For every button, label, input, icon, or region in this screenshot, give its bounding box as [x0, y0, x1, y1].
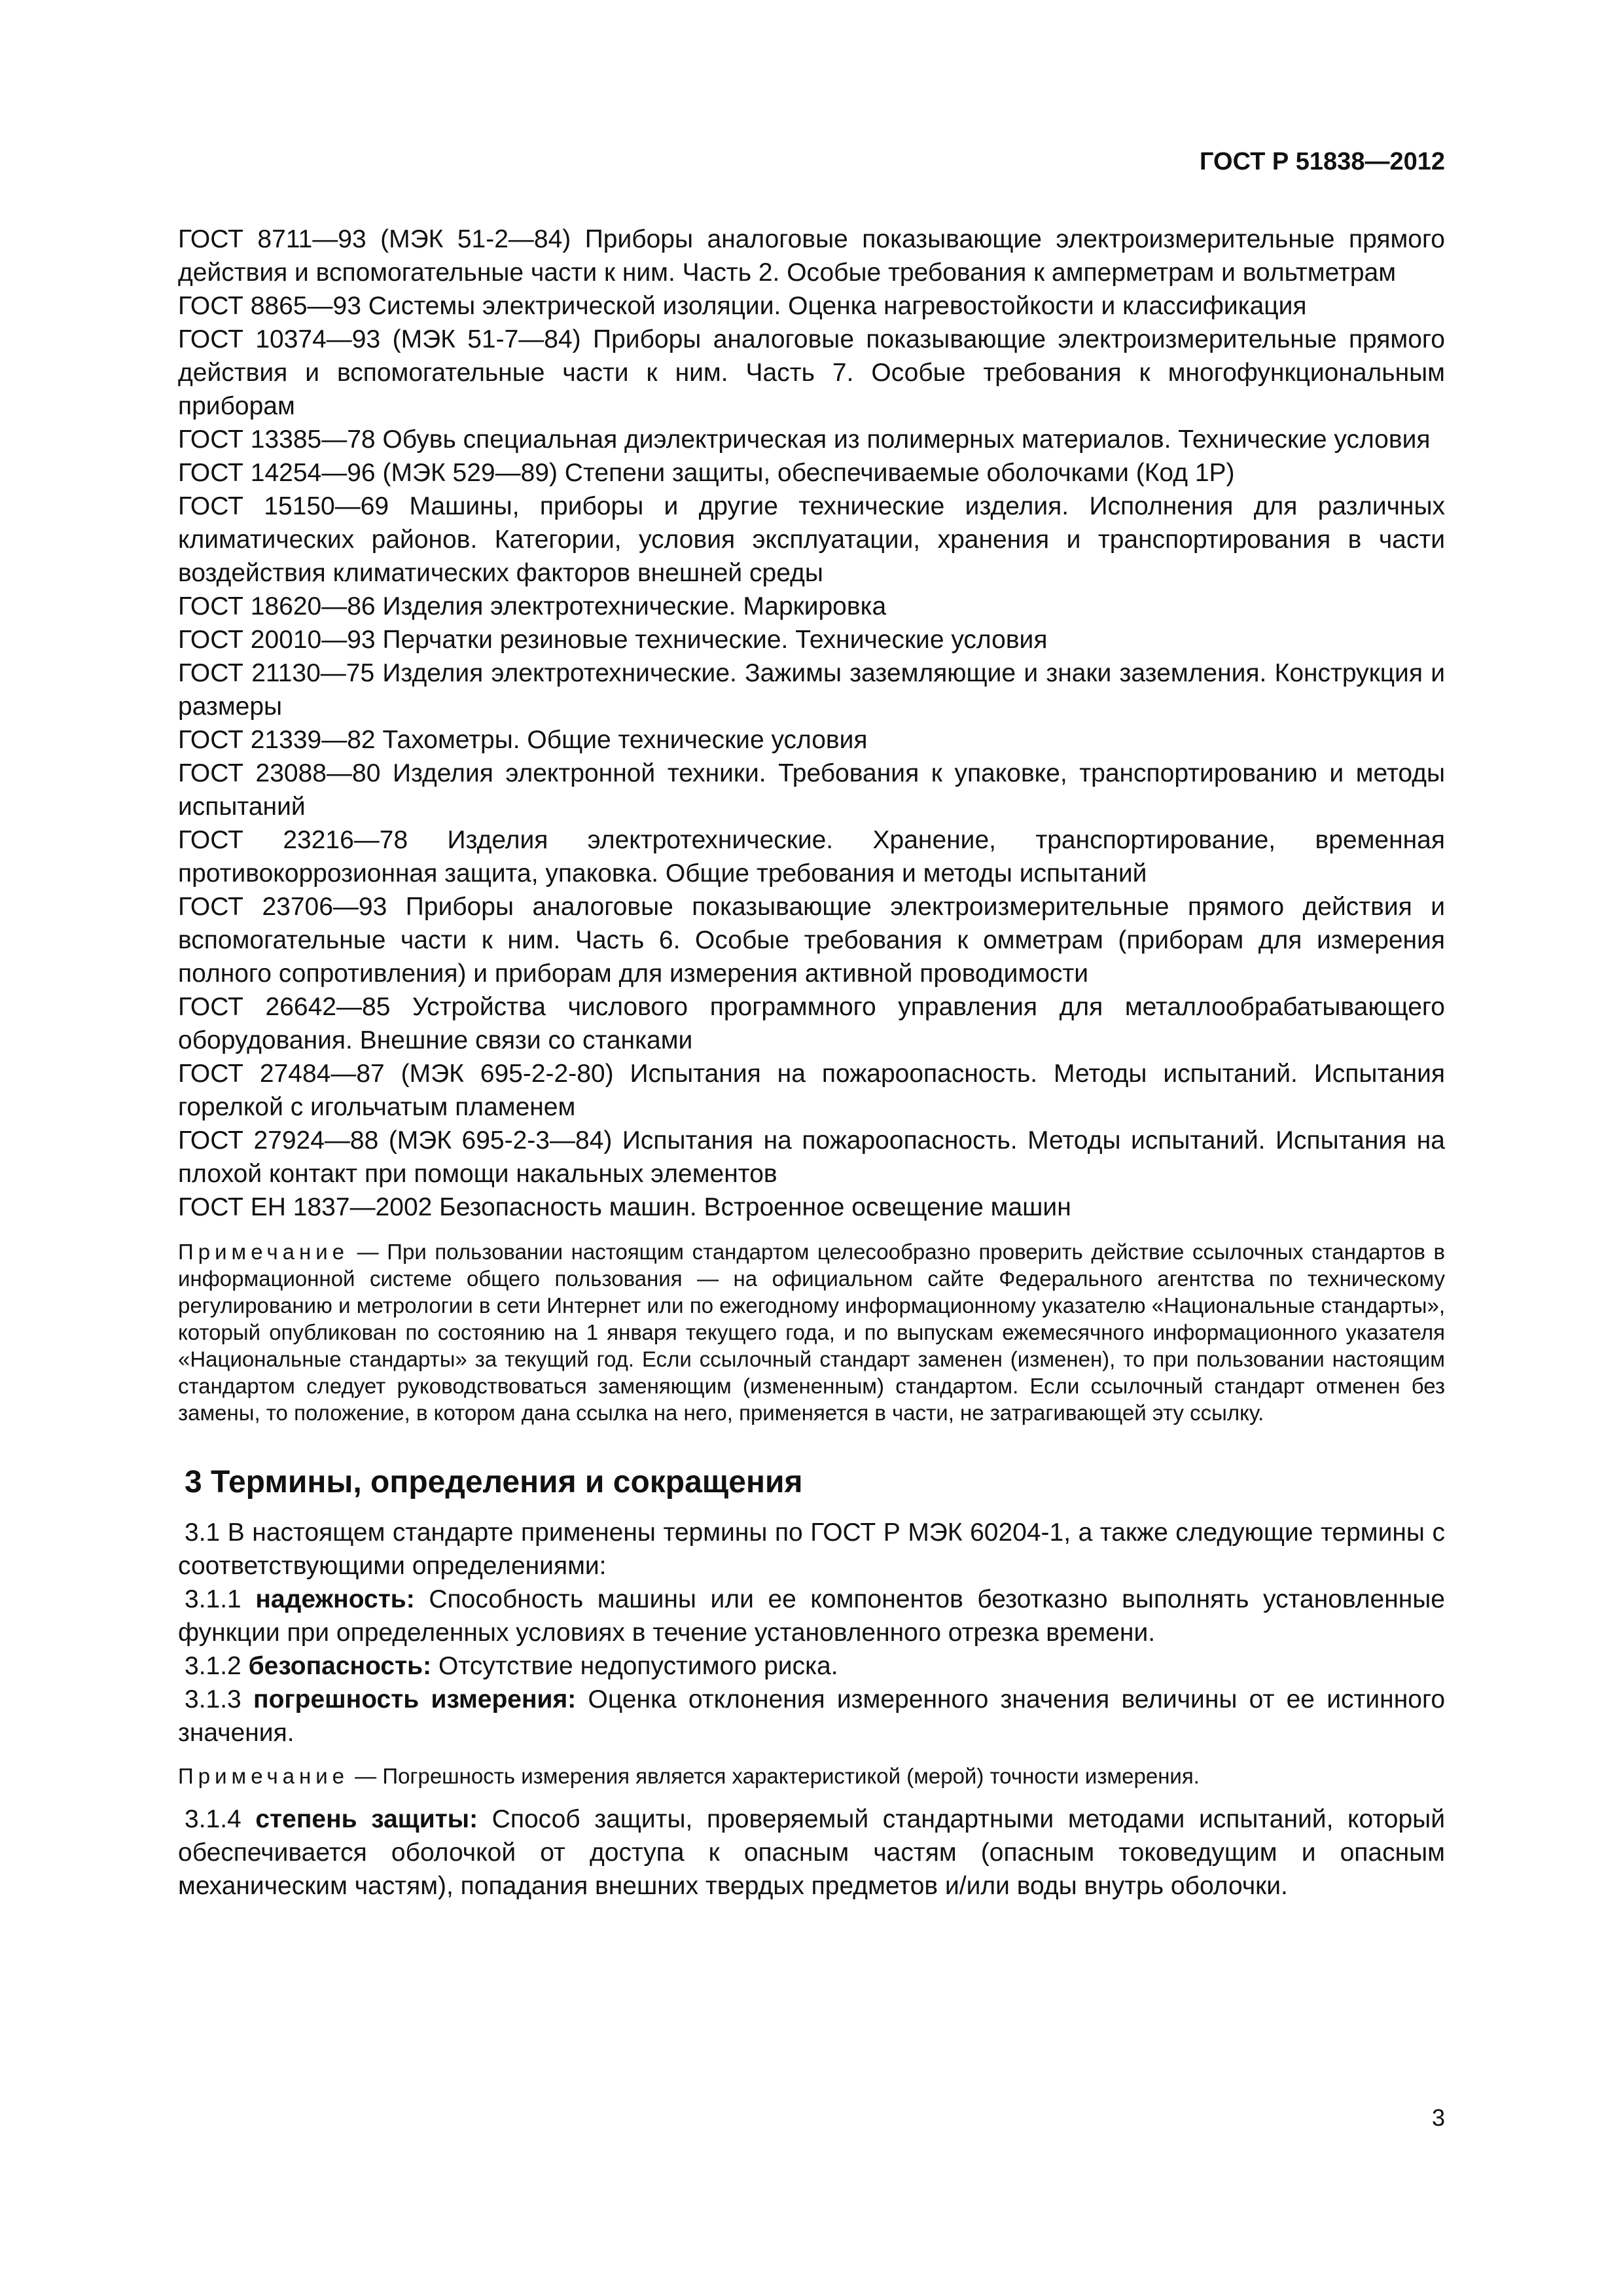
- term-note: [178, 1763, 1445, 1789]
- reference-item: ГОСТ 21130—75 Изделия электротехнические. Зажимы заземляющие и знаки заземления. Конструкция и размеры: [178, 659, 1445, 721]
- references-list: [178, 223, 1445, 1224]
- reference-item: ГОСТ 14254—96 (МЭК 529—89) Степени защиты, обеспечиваемые оболочками (Код 1Р): [178, 459, 1235, 487]
- reference-item: ГОСТ 18620—86 Изделия электротехнические. Маркировка: [178, 592, 887, 620]
- term-definition: Отсутствие недопустимого риска.: [431, 1652, 838, 1680]
- clause-3-1-4: [178, 1803, 1445, 1903]
- clause-3-1-3: [178, 1683, 1445, 1749]
- reference-item: ГОСТ ЕН 1837—2002 Безопасность машин. Встроенное освещение машин: [178, 1193, 1071, 1221]
- reference-item: ГОСТ 26642—85 Устройства числового программного управления для металлообрабатывающего оборудования. Внешние связи со станками: [178, 993, 1445, 1054]
- term-name: надежность:: [255, 1585, 415, 1613]
- clause-3-1-2: [178, 1649, 1445, 1683]
- term-name: безопасность:: [248, 1652, 432, 1680]
- clause-3-1: 3.1 В настоящем стандарте применены термины по ГОСТ Р МЭК 60204-1, а также следующие термины с соответствующими определениями:: [178, 1518, 1445, 1580]
- page-number: 3: [1431, 2104, 1445, 2131]
- note-text: — Погрешность измерения является характеристикой (мерой) точности измерения.: [349, 1764, 1200, 1788]
- reference-item: ГОСТ 20010—93 Перчатки резиновые технические. Технические условия: [178, 626, 1048, 654]
- reference-item: ГОСТ 10374—93 (МЭК 51-7—84) Приборы аналоговые показывающие электроизмерительные прямого действия и вспомогательные части к ним. Часть 7. Особые требования к многофункциональным приборам: [178, 325, 1445, 420]
- references-note: [178, 1238, 1445, 1426]
- reference-item: ГОСТ 23088—80 Изделия электронной техники. Требования к упаковке, транспортированию и методы испытаний: [178, 759, 1445, 821]
- document-header: ГОСТ Р 51838—2012: [1200, 148, 1445, 175]
- clause-3-1-1: [178, 1583, 1445, 1649]
- reference-item: ГОСТ 21339—82 Тахометры. Общие технические условия: [178, 726, 868, 754]
- reference-item: ГОСТ 23216—78 Изделия электротехнические. Хранение, транспортирование, временная противокоррозионная защита, упаковка. Общие требования и методы испытаний: [178, 826, 1445, 888]
- term-definition: Способность машины или ее компонентов безотказно выполнять установленные функции при определенных условиях в течение установленного отрезка времени.: [178, 1585, 1445, 1647]
- section-title: 3 Термины, определения и сокращения: [185, 1465, 803, 1499]
- reference-item: ГОСТ 27484—87 (МЭК 695-2-2-80) Испытания на пожароопасность. Методы испытаний. Испытания горелкой с игольчатым пламенем: [178, 1060, 1445, 1121]
- term-name: степень защиты:: [255, 1805, 478, 1833]
- reference-item: ГОСТ 13385—78 Обувь специальная диэлектрическая из полимерных материалов. Технические условия: [178, 425, 1431, 454]
- clause-number: 3.1.2: [185, 1652, 249, 1680]
- page-content: [178, 223, 1445, 1903]
- clause-number: 3.1.3: [185, 1685, 254, 1713]
- term-definition: Оценка отклонения измеренного значения величины от ее истинного значения.: [178, 1685, 1446, 1747]
- clause-number: 3.1.1: [185, 1585, 256, 1613]
- reference-item: ГОСТ 8711—93 (МЭК 51-2—84) Приборы аналоговые показывающие электроизмерительные прямого действия и вспомогательные части к ним. Часть 2. Особые требования к амперметрам и вольтметрам: [178, 225, 1445, 287]
- reference-item: ГОСТ 15150—69 Машины, приборы и другие технические изделия. Исполнения для различных климатических районов. Категории, условия эксплуатации, хранения и транспортирования в части воздействия климатических факторов внешней среды: [178, 492, 1445, 587]
- reference-item: ГОСТ 27924—88 (МЭК 695-2-3—84) Испытания на пожароопасность. Методы испытаний. Испытания на плохой контакт при помощи накальных элементов: [178, 1126, 1445, 1188]
- reference-item: ГОСТ 23706—93 Приборы аналоговые показывающие электроизмерительные прямого действия и вспомогательные части к ним. Часть 6. Особые требования к омметрам (приборам для измерения полного сопротивления) и приборам для измерения активной проводимости: [178, 893, 1445, 988]
- reference-item: ГОСТ 8865—93 Системы электрической изоляции. Оценка нагревостойкости и классификация: [178, 292, 1307, 320]
- clause-number: 3.1.4: [185, 1805, 256, 1833]
- note-label: Примечание: [178, 1764, 349, 1788]
- note-text: — При пользовании настоящим стандартом целесообразно проверить действие ссылочных стандартов в информационной системе общего пользования — на официальном сайте Федерального агентства по техническому регулированию и метрологии в сети Интернет или по ежегодному информационному указателю «Национальные стандарты», который опубликован по состоянию на 1 января текущего года, и по выпускам ежемесячного информационного указателя «Национальные стандарты» за текущий год. Если ссылочный стандарт заменен (изменен), то при пользовании настоящим стандартом следует руководствоваться заменяющим (измененным) стандартом. Если ссылочный стандарт отменен без замены, то положение, в котором дана ссылка на него, применяется в части, не затрагивающей эту ссылку.: [178, 1240, 1445, 1425]
- term-name: погрешность измерения:: [253, 1685, 577, 1713]
- term-definition: Способ защиты, проверяемый стандартными методами испытаний, который обеспечивается оболочкой от доступа к опасным частям (опасным токоведущим и опасным механическим частям), попадания внешних твердых предметов и/или воды внутрь оболочки.: [178, 1805, 1445, 1900]
- note-label: Примечание: [178, 1240, 349, 1264]
